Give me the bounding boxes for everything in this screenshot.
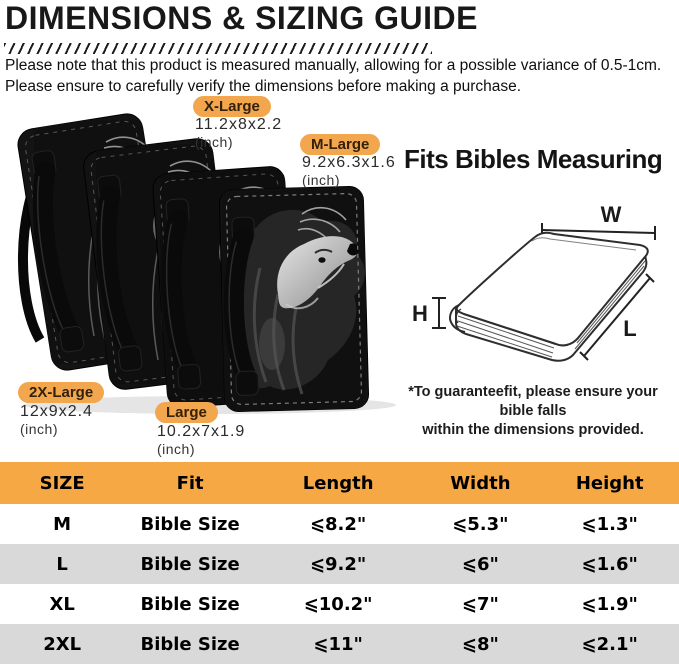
table-cell: M [53, 513, 72, 535]
measurement-note-line2: Please ensure to carefully verify the dimensions before making a purchase. [5, 77, 522, 95]
measurement-note [5, 56, 661, 97]
size-table [0, 462, 679, 664]
table-row-m [0, 504, 679, 544]
page-title: DIMENSIONS & SIZING GUIDE [5, 0, 478, 36]
table-cell: ⩽9.2" [309, 553, 367, 575]
size-table-header-row [0, 462, 679, 504]
table-cell: ⩽11" [313, 633, 363, 655]
table-cell: Bible Size [140, 593, 240, 615]
table-row-l [0, 544, 679, 584]
table-cell: 2XL [43, 633, 82, 655]
table-header-size: SIZE [39, 472, 85, 494]
size-dimensions-large: 10.2x7x1.9 [157, 423, 246, 440]
size-dimensions-m-large: 9.2x6.3x1.6 [302, 154, 396, 171]
size-unit-m-large: (inch) [302, 172, 341, 188]
table-cell: Bible Size [140, 633, 240, 655]
table-cell: ⩽8.2" [309, 513, 367, 535]
guarantee-note-line2: within the dimensions provided. [422, 422, 644, 438]
height-label: H [412, 301, 428, 326]
width-label: W [600, 202, 622, 227]
size-dimensions-x-large: 11.2x8x2.2 [195, 116, 283, 133]
guarantee-note [390, 383, 676, 440]
bible-cover-4 [219, 186, 369, 412]
size-unit-x-large: (inch) [195, 134, 234, 150]
size-unit-large: (inch) [157, 441, 196, 457]
table-header-fit: Fit [176, 472, 204, 494]
size-badge-2x-large: 2X-Large [18, 382, 104, 403]
table-cell: ⩽8" [461, 633, 499, 655]
size-unit-2x-large: (inch) [20, 421, 59, 437]
size-dimensions-2x-large: 12x9x2.4 [20, 403, 93, 420]
table-header-length: Length [302, 472, 374, 494]
hatched-divider [4, 43, 432, 54]
table-cell: Bible Size [140, 513, 240, 535]
table-cell: ⩽2.1" [581, 633, 638, 655]
table-cell: ⩽7" [461, 593, 499, 615]
book-measurement-diagram [412, 192, 678, 370]
table-header-width: Width [450, 472, 511, 494]
size-badge-m-large: M-Large [300, 134, 380, 155]
guarantee-note-line1: *To guaranteefit, please ensure your bible falls [408, 384, 658, 419]
length-label: L [623, 316, 637, 341]
table-cell: ⩽1.6" [581, 553, 638, 575]
measurement-note-line1: Please note that this product is measured manually, allowing for a possible variance of 0.5-1cm. [5, 57, 662, 74]
table-row-2xl [0, 624, 679, 664]
table-cell: ⩽5.3" [452, 513, 509, 535]
table-cell: Bible Size [140, 553, 240, 575]
table-cell: L [56, 553, 68, 575]
size-badge-x-large: X-Large [193, 96, 271, 117]
size-badge-large: Large [155, 402, 218, 423]
table-cell: XL [49, 593, 75, 615]
fits-heading: Fits Bibles Measuring [404, 144, 663, 174]
table-header-height: Height [575, 472, 644, 494]
table-cell: ⩽1.9" [581, 593, 638, 615]
table-cell: ⩽6" [461, 553, 499, 575]
table-cell: ⩽1.3" [581, 513, 638, 535]
table-row-xl [0, 584, 679, 624]
height-measure-line [432, 298, 446, 328]
table-cell: ⩽10.2" [303, 593, 373, 615]
